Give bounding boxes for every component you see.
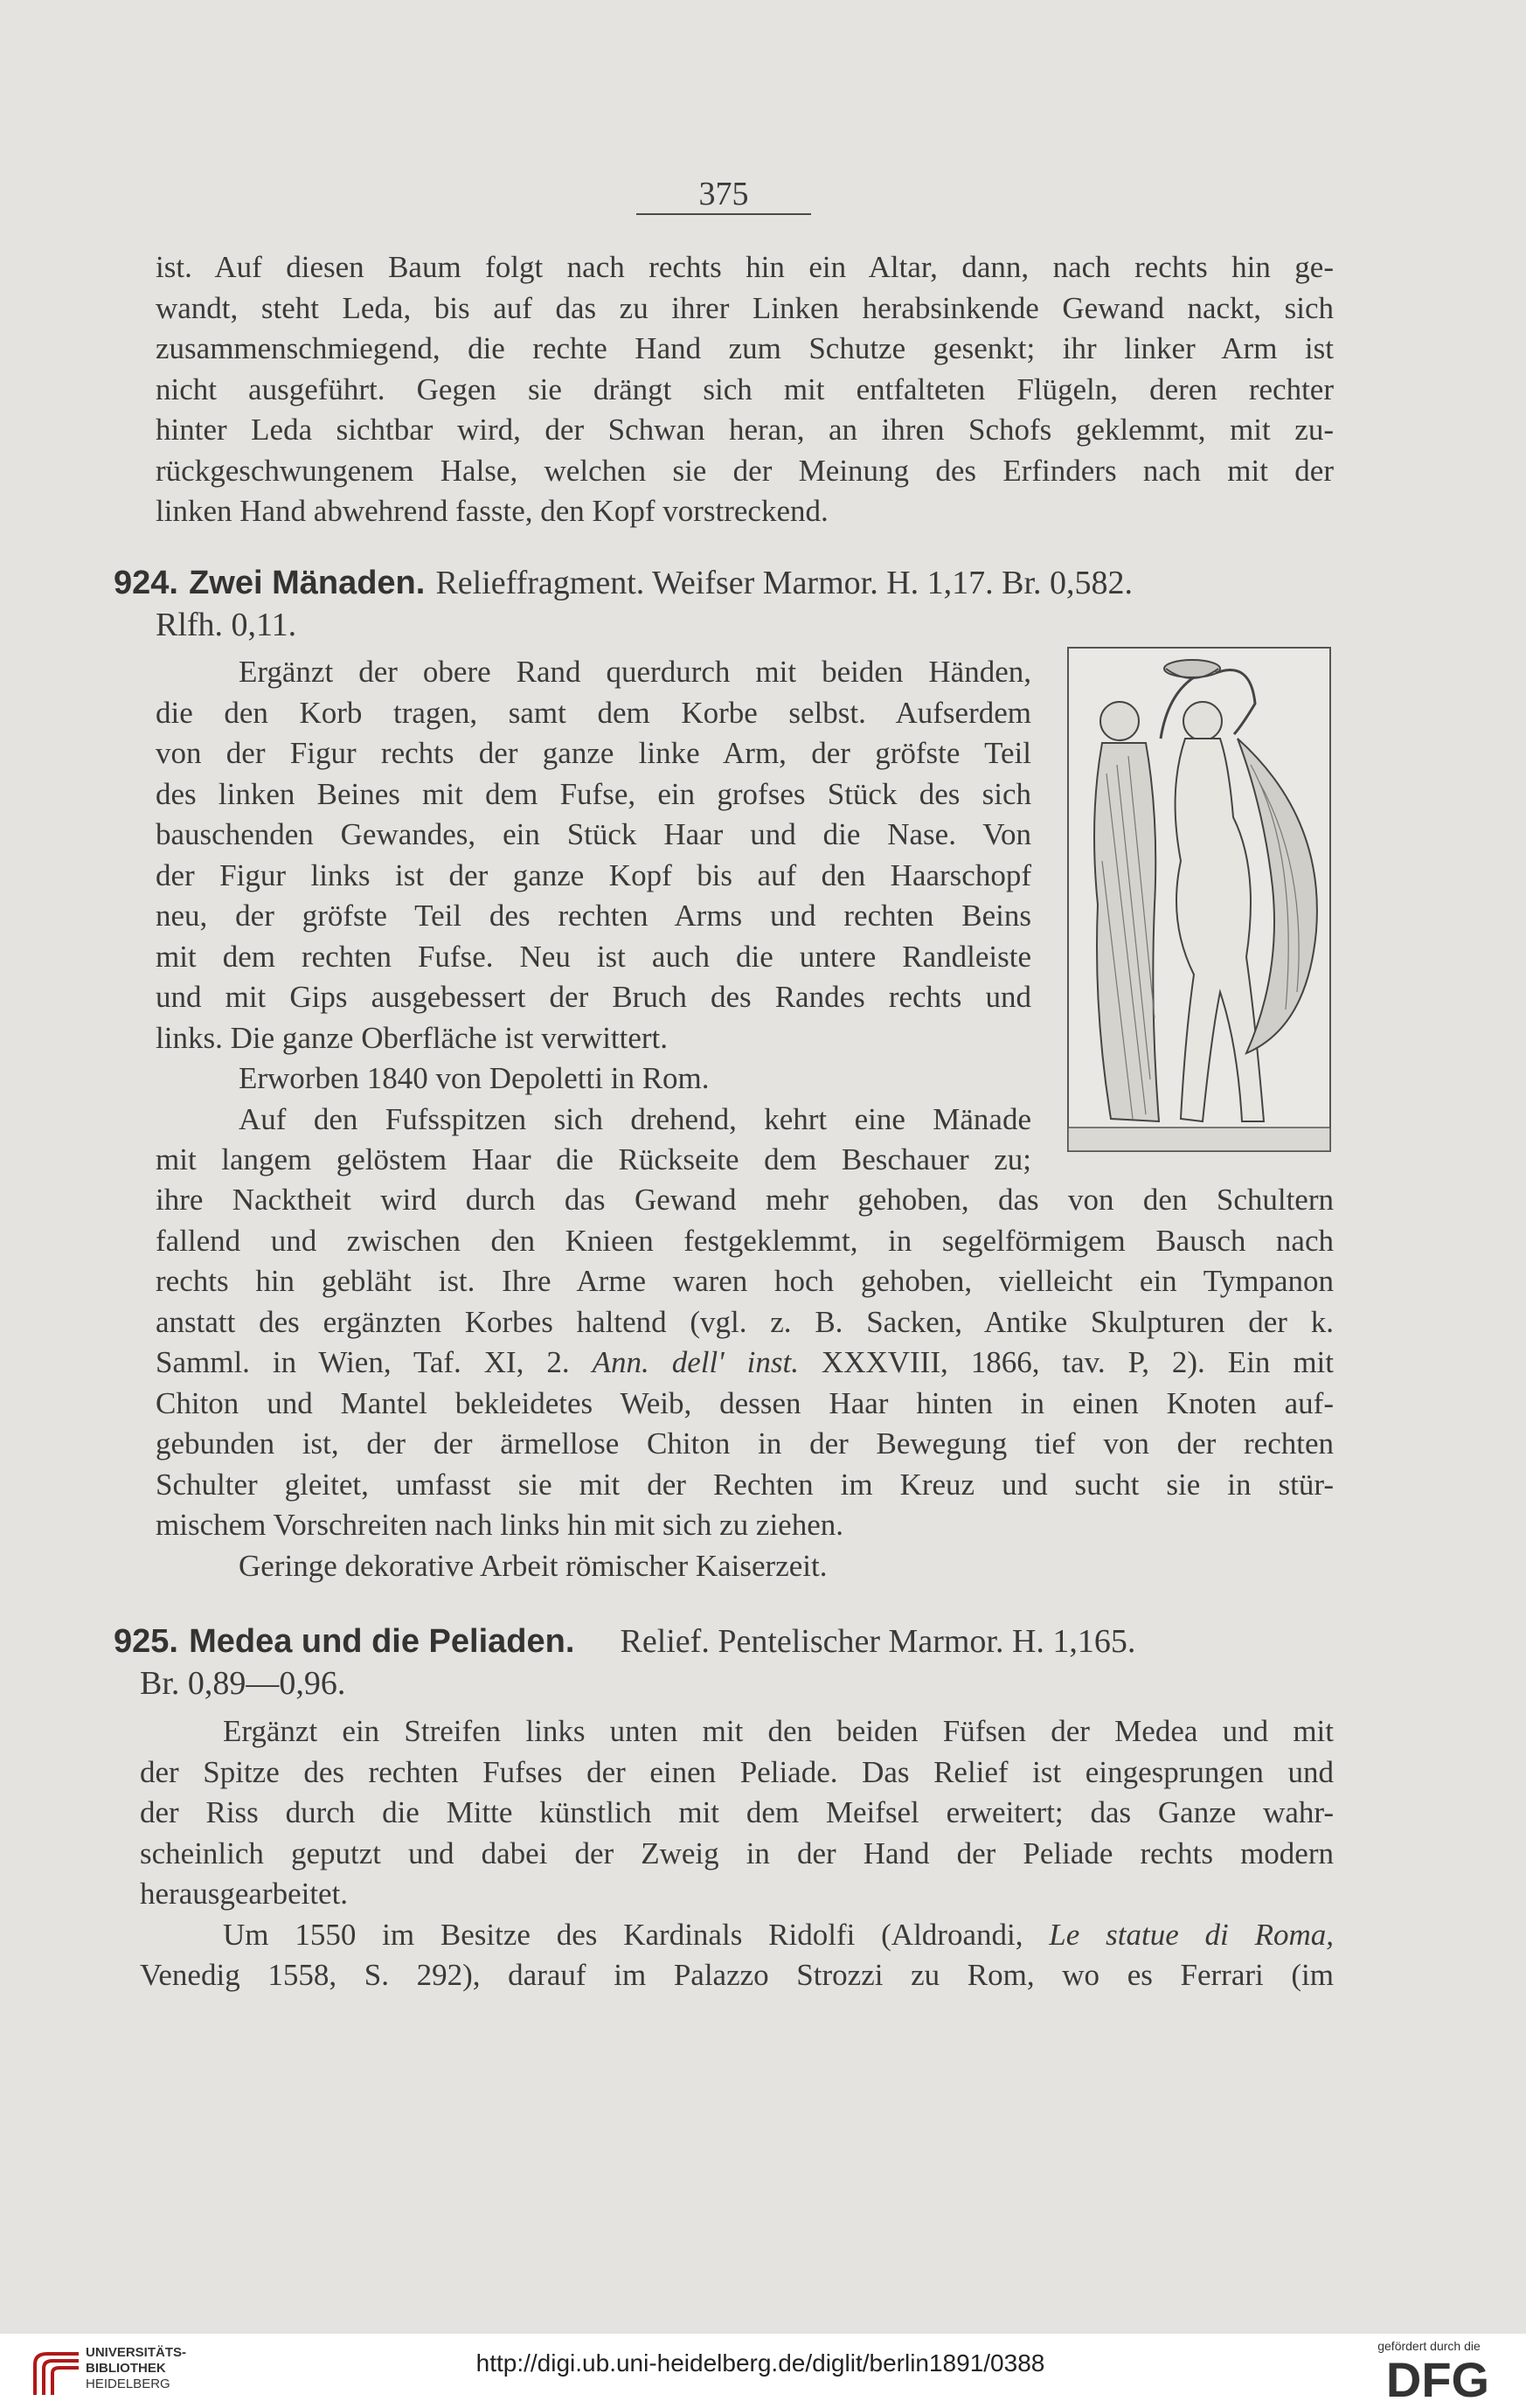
entry-number: 925.	[114, 1623, 178, 1660]
entry-924-narrow-text	[156, 652, 1031, 1181]
text-line: Ergänzt der obere Rand querdurch mit beiden Händen,	[239, 655, 1031, 689]
text-line: ist. Auf diesen Baum folgt nach rechts hin ein Altar, dann, nach rechts hin ge-	[156, 250, 1334, 284]
library-name-line: HEIDELBERG	[86, 2377, 170, 2391]
text-line: hinter Leda sichtbar wird, der Schwan heran, an ihren Schofs geklemmt, mit zu-	[156, 413, 1334, 447]
text-line: mit dem rechten Fufse. Neu ist auch die untere Randleiste	[156, 939, 1031, 974]
relief-illustration	[1063, 642, 1335, 1156]
text-run: XXXVIII, 1866, tav. P, 2). Ein mit	[821, 1345, 1335, 1379]
text-run-italic: Le statue di Roma,	[1049, 1917, 1335, 1952]
entry-title: Zwei Mänaden.	[189, 565, 426, 601]
text-line: rechts hin gebläht ist. Ihre Arme waren hoch gehoben, vielleicht ein Tympanon	[156, 1264, 1334, 1298]
continuation-paragraph	[156, 247, 1334, 532]
text-line: der Riss durch die Mitte künstlich mit dem Meifsel erweitert; das Ganze wahr-	[140, 1795, 1334, 1829]
entry-924-full-text	[156, 1180, 1334, 1586]
text-line: zusammenschmiegend, die rechte Hand zum Schutze gesenkt; ihr linker Arm ist	[156, 331, 1334, 365]
page-number: 375	[698, 176, 749, 212]
text-line: von der Figur rechts der ganze linke Arm, der gröfste Teil	[156, 736, 1031, 770]
dfg-logo-text: DFG	[1385, 2353, 1490, 2404]
text-line: nicht ausgeführt. Gegen sie drängt sich mit entfalteten Flügeln, deren rechter	[156, 371, 1334, 406]
text-line: gebunden ist, der der ärmellose Chiton in der Bewegung tief von der rechten	[156, 1426, 1334, 1461]
entry-number: 924.	[114, 565, 178, 601]
text-line: der Spitze des rechten Fufses der einen Peliade. Das Relief ist eingesprungen und	[140, 1754, 1334, 1789]
text-line: neu, der gröfste Teil des rechten Arms und rechten Beins	[156, 899, 1031, 933]
text-line: wandt, steht Leda, bis auf das zu ihrer Linken herabsinkende Gewand nackt, sich	[156, 290, 1334, 325]
entry-925-text	[140, 1711, 1334, 1996]
text-line: links. Die ganze Oberfläche ist verwittert.	[156, 1020, 669, 1055]
library-logo-icon	[26, 2347, 87, 2399]
text-run-italic: Ann. dell' inst.	[592, 1345, 799, 1379]
dfg-logo	[1359, 2353, 1516, 2404]
text-line: Chiton und Mantel bekleidetes Weib, dessen Haar hinten in einen Knoten auf-	[156, 1385, 1334, 1420]
text-line-citation	[156, 1343, 1334, 1384]
library-name-line: BIBLIOTHEK	[86, 2361, 166, 2376]
text-run: Samml. in Wien, Taf. XI, 2.	[156, 1345, 570, 1379]
source-url-link[interactable]: http://digi.ub.uni-heidelberg.de/diglit/berlin1891/0388	[475, 2349, 1045, 2377]
funded-by-label: gefördert durch die	[1377, 2339, 1481, 2353]
text-line: die den Korb tragen, samt dem Korbe selbst. Aufserdem	[156, 695, 1031, 730]
library-name	[86, 2345, 186, 2392]
text-line: bauschenden Gewandes, ein Stück Haar und die Nase. Von	[156, 817, 1031, 851]
page-number-rule	[636, 213, 811, 215]
text-line: ihre Nacktheit wird durch das Gewand mehr gehoben, das von den Schultern	[156, 1183, 1334, 1217]
entry-meta-continued: Rlfh. 0,11.	[156, 607, 297, 643]
text-line: anstatt des ergänzten Korbes haltend (vgl. z. B. Sacken, Antike Skulpturen der k.	[156, 1304, 1334, 1339]
text-line: und mit Gips ausgebessert der Bruch des Randes rechts und	[156, 980, 1031, 1014]
text-line: Erworben 1840 von Depoletti in Rom.	[239, 1061, 710, 1095]
text-run: Um 1550 im Besitze des Kardinals Ridolfi (Aldroandi,	[223, 1917, 1023, 1952]
entry-924-heading	[114, 563, 1133, 602]
text-line: rückgeschwungenem Halse, welchen sie der Meinung des Erfinders nach mit der	[156, 453, 1334, 488]
entry-meta-continued: Br. 0,89—0,96.	[140, 1665, 346, 1702]
text-line: Geringe dekorative Arbeit römischer Kaiserzeit.	[239, 1548, 828, 1583]
entry-meta: Relief. Pentelischer Marmor. H. 1,165.	[620, 1623, 1136, 1660]
text-line: Schulter gleitet, umfasst sie mit der Rechten im Kreuz und sucht sie in stür-	[156, 1467, 1334, 1502]
entry-meta: Relieffragment. Weifser Marmor. H. 1,17. Br. 0,582.	[435, 565, 1134, 601]
text-line: des linken Beines mit dem Fufse, ein grofses Stück des sich	[156, 776, 1031, 811]
text-line: Venedig 1558, S. 292), darauf im Palazzo Strozzi zu Rom, wo es Ferrari (im	[140, 1958, 1334, 1992]
text-line-citation	[140, 1915, 1334, 1956]
text-line: der Figur links ist der ganze Kopf bis auf den Haarschopf	[156, 857, 1031, 892]
text-line: fallend und zwischen den Knieen festgeklemmt, in segelförmigem Bausch nach	[156, 1223, 1334, 1258]
library-name-line: UNIVERSITÄTS-	[86, 2345, 187, 2360]
text-line: Ergänzt ein Streifen links unten mit den beiden Füfsen der Medea und mit	[223, 1714, 1334, 1748]
entry-925-heading	[114, 1621, 1135, 1661]
text-line: scheinlich geputzt und dabei der Zweig in der Hand der Peliade rechts modern	[140, 1835, 1334, 1870]
text-line: mischem Vorschreiten nach links hin mit sich zu ziehen.	[156, 1508, 844, 1542]
text-line: Auf den Fufsspitzen sich drehend, kehrt eine Mänade	[239, 1101, 1031, 1136]
text-line: linken Hand abwehrend fasste, den Kopf vorstreckend.	[156, 494, 829, 528]
text-line: mit langem gelöstem Haar die Rückseite dem Beschauer zu;	[156, 1142, 1031, 1176]
entry-title: Medea und die Peliaden.	[189, 1623, 575, 1660]
text-line: herausgearbeitet.	[140, 1877, 349, 1911]
